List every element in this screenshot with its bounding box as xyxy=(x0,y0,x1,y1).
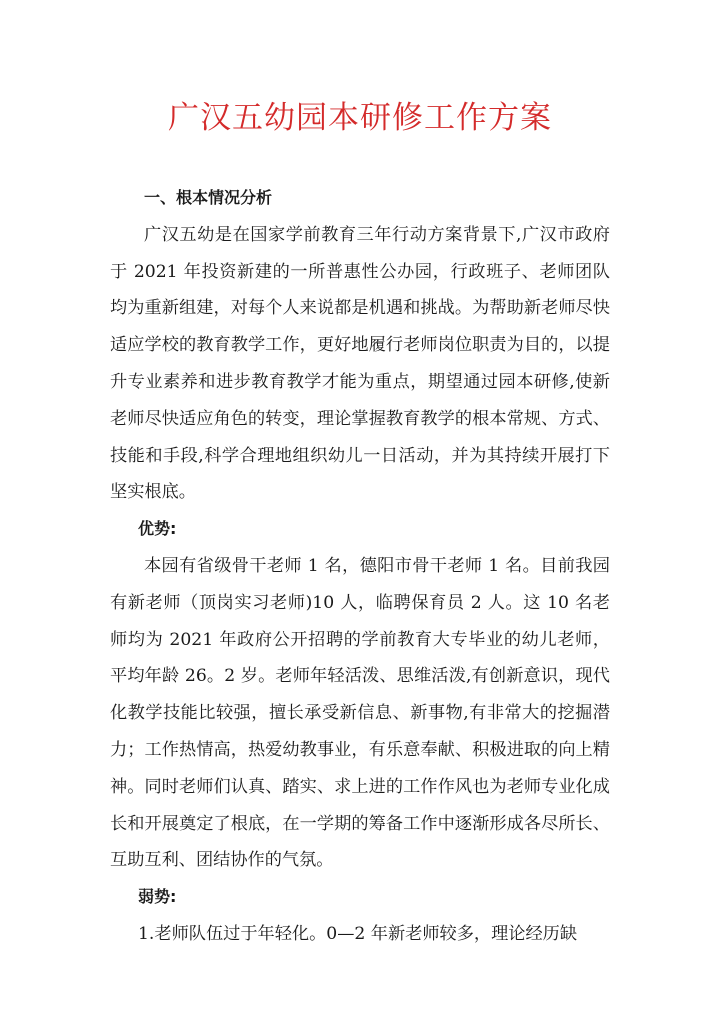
section-heading-basic-analysis: 一、根本情况分析 xyxy=(144,188,273,207)
document-title: 广汉五幼园本研修工作方案 xyxy=(168,100,552,136)
weakness-item-1: 1.老师队伍过于年轻化。0—2 年新老师较多，理论经历缺 xyxy=(138,923,578,944)
intro-paragraph: 广汉五幼是在国家学前教育三年行动方案背景下,广汉市政府于 2021 年投资新建的一所普惠性公办园，行政班子、老师团队均为重新组建，对每个人来说都是机遇和挑战。为帮助新老师尽快适应学校的教育教学工作，更好地履行老师岗位职责为目的，以提升专业素养和进步教育教学才能为重点，期望通过园本研修,使新老师尽快适应角色的转变，理论掌握教育教学的根本常规、方式、技能和手段,科学合理地组织幼儿一日活动，并为其持续开展打下坚实根底。 xyxy=(110,224,610,503)
advantages-paragraph: 本园有省级骨干老师 1 名，德阳市骨干老师 1 名。目前我园有新老师（顶岗实习老师)10 人，临聘保育员 2 人。这 10 名老师均为 2021 年政府公开招聘的学前教育大专毕业的幼儿老师，平均年龄 26。2 岁。老师年轻活泼、思维活泼,有创新意识，现代化教学技能比较强，擅长承受新信息、新事物,有非常大的挖掘潜力；工作热情高，热爱幼教事业，有乐意奉献、积极进取的向上精神。同时老师们认真、踏实、求上进的工作作风也为老师专业化成长和开展奠定了根底，在一学期的筹备工作中逐渐形成各尽所长、互助互利、团结协作的气氛。 xyxy=(110,555,610,871)
weaknesses-heading: 弱势: xyxy=(138,887,177,907)
document-body xyxy=(110,180,610,953)
advantages-heading: 优势: xyxy=(138,519,177,539)
